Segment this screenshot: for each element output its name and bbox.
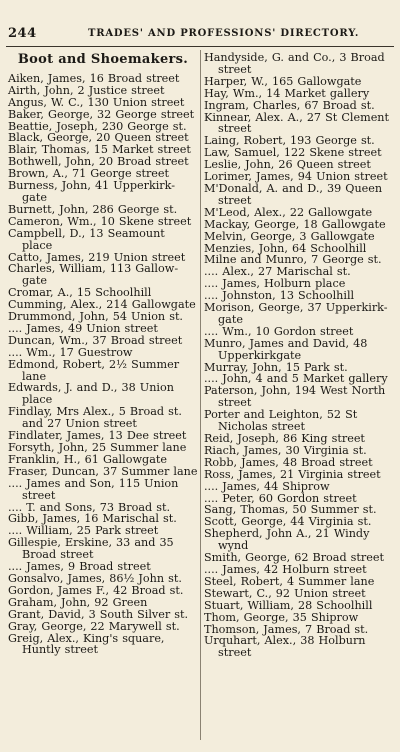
section-title: Boot and Shoemakers. xyxy=(17,52,189,67)
directory-entry: .... James, 42 Holburn street xyxy=(204,562,367,576)
directory-entry: .... James and Son, 115 Union street xyxy=(8,476,179,502)
directory-entry: Lorimer, James, 94 Union street xyxy=(204,170,388,184)
directory-entry: Gibb, James, 16 Marischal st. xyxy=(8,512,177,526)
directory-entry: Cromar, A., 15 Schoolhill xyxy=(8,286,152,300)
directory-entry: Paterson, John, 194 West North street xyxy=(204,384,386,410)
directory-entry: Munro, James and David, 48 Upperkirkgate xyxy=(204,336,368,362)
directory-entry: Bothwell, John, 20 Broad street xyxy=(8,155,189,169)
directory-entry: Riach, James, 30 Virginia st. xyxy=(204,443,367,457)
directory-entry: Edmond, Robert, 2½ Summer lane xyxy=(8,357,180,383)
directory-entry: Steel, Robert, 4 Summer lane xyxy=(204,574,375,588)
page-number: 244 xyxy=(8,26,37,41)
directory-entry: .... William, 25 Park street xyxy=(8,524,159,538)
directory-entry: Baker, George, 32 George street xyxy=(8,107,195,121)
right-column xyxy=(204,52,392,659)
directory-entry: .... Wm., 17 Guestrow xyxy=(8,345,133,359)
directory-entry: Brown, A., 71 George street xyxy=(8,167,170,181)
directory-entry: Mackay, George, 18 Gallowgate xyxy=(204,217,386,231)
directory-entry: Laing, Robert, 193 George st. xyxy=(204,134,375,148)
directory-entry: Porter and Leighton, 52 St Nicholas street xyxy=(204,408,358,434)
directory-entry: .... John, 4 and 5 Market gallery xyxy=(204,372,388,386)
directory-entry: Smith, George, 62 Broad street xyxy=(204,551,385,565)
directory-entry: Kinnear, Alex. A., 27 St Clement street xyxy=(204,110,390,136)
directory-entry: .... James, 44 Shiprow xyxy=(204,479,330,493)
directory-entry: Thom, George, 35 Shiprow xyxy=(204,610,359,624)
directory-entry: Thomson, James, 7 Broad st. xyxy=(204,622,369,636)
directory-entry: Reid, Joseph, 86 King street xyxy=(204,432,365,445)
directory-entry: Catto, James, 219 Union street xyxy=(8,250,186,264)
directory-entry: Findlater, James, 13 Dee street xyxy=(8,429,187,443)
directory-entry: Stewart, C., 92 Union street xyxy=(204,586,366,600)
right-entry-list xyxy=(204,52,392,659)
directory-entry: Milne and Munro, 7 George st. xyxy=(204,253,382,267)
directory-entry: Fraser, Duncan, 37 Summer lane xyxy=(8,464,198,478)
directory-entry: Franklin, H., 61 Gallowgate xyxy=(8,452,167,466)
directory-entry: Burnett, John, 286 George st. xyxy=(8,202,178,216)
directory-entry: Charles, William, 113 Gallow-gate xyxy=(8,262,179,288)
directory-entry: Urquhart, Alex., 38 Holburn street xyxy=(204,634,366,660)
column-divider xyxy=(200,50,201,740)
directory-entry: Ross, James, 21 Virginia street xyxy=(204,467,381,481)
directory-entry: Leslie, John, 26 Queen street xyxy=(204,158,371,172)
directory-entry: Harper, W., 165 Gallowgate xyxy=(204,74,362,88)
directory-entry: Cumming, Alex., 214 Gallowgate xyxy=(8,298,196,312)
directory-entry: Angus, W. C., 130 Union street xyxy=(8,95,185,109)
directory-entry: .... Peter, 60 Gordon street xyxy=(204,491,357,505)
directory-entry: Gray, George, 22 Marywell st. xyxy=(8,619,180,633)
directory-entry: Graham, John, 92 Green xyxy=(8,595,148,609)
directory-entry: Greig, Alex., King's square, Huntly street xyxy=(8,631,165,657)
directory-entry: Menzies, John, 64 Schoolhill xyxy=(204,241,367,255)
directory-entry: Gordon, James F., 42 Broad st. xyxy=(8,583,184,597)
directory-entry: Gillespie, Erskine, 33 and 35 Broad street xyxy=(8,536,174,562)
running-head: TRADES' AND PROFESSIONS' DIRECTORY. xyxy=(88,28,360,39)
header-rule xyxy=(6,46,394,47)
directory-entry: Cameron, Wm., 10 Skene street xyxy=(8,214,192,228)
directory-entry: Black, George, 20 Queen street xyxy=(8,131,189,145)
directory-entry: Robb, James, 48 Broad street xyxy=(204,455,373,469)
directory-entry: Murray, John, 15 Park st. xyxy=(204,360,348,374)
left-column xyxy=(8,52,198,656)
page-header xyxy=(0,0,400,44)
directory-entry: Duncan, Wm., 37 Broad street xyxy=(8,333,183,347)
directory-entry: M'Donald, A. and D., 39 Queen street xyxy=(204,181,383,207)
directory-entry: .... T. and Sons, 73 Broad st. xyxy=(8,500,171,514)
directory-entry: .... James, Holburn place xyxy=(204,277,346,291)
directory-entry: Shepherd, John A., 21 Windy wynd xyxy=(204,527,370,553)
directory-entry: Beattie, Joseph, 230 George st. xyxy=(8,119,187,133)
directory-entry: Hay, Wm., 14 Market gallery xyxy=(204,86,370,100)
directory-entry: .... Wm., 10 Gordon street xyxy=(204,324,354,338)
directory-entry: Scott, George, 44 Virginia st. xyxy=(204,515,372,529)
directory-entry: .... Johnston, 13 Schoolhill xyxy=(204,289,355,303)
directory-entry: Melvin, George, 3 Gallowgate xyxy=(204,229,375,243)
directory-entry: Gonsalvo, James, 86½ John st. xyxy=(8,571,182,585)
directory-entry: Burness, John, 41 Upperkirk-gate xyxy=(8,179,176,204)
left-entry-list xyxy=(8,73,198,656)
directory-entry: .... James, 9 Broad street xyxy=(8,560,151,574)
directory-entry: Morison, George, 37 Upperkirk-gate xyxy=(204,301,388,326)
directory-entry: .... James, 49 Union street xyxy=(8,321,158,335)
directory-entry: Handyside, G. and Co., 3 Broad street xyxy=(204,51,385,76)
directory-entry: Campbell, D., 13 Seamount place xyxy=(8,226,165,252)
directory-entry: Findlay, Mrs Alex., 5 Broad st. and 27 Union street xyxy=(8,405,182,431)
directory-entry: Law, Samuel, 122 Skene street xyxy=(204,146,382,160)
directory-entry: Grant, David, 3 South Silver st. xyxy=(8,607,189,621)
directory-entry: M'Leod, Alex., 22 Gallowgate xyxy=(204,205,373,219)
directory-entry: .... Alex., 27 Marischal st. xyxy=(204,265,351,279)
directory-entry: Sang, Thomas, 50 Summer st. xyxy=(204,503,377,517)
directory-entry: Stuart, William, 28 Schoolhill xyxy=(204,598,373,612)
directory-entry: Forsyth, John, 25 Summer lane xyxy=(8,441,187,454)
directory-entry: Aiken, James, 16 Broad street xyxy=(8,71,180,85)
directory-entry: Drummond, John, 54 Union st. xyxy=(8,310,183,324)
directory-entry: Airth, John, 2 Justice street xyxy=(8,83,165,97)
directory-entry: Blair, Thomas, 15 Market street xyxy=(8,143,191,157)
directory-entry: Edwards, J. and D., 38 Union place xyxy=(8,381,174,407)
directory-entry: Ingram, Charles, 67 Broad st. xyxy=(204,98,375,112)
